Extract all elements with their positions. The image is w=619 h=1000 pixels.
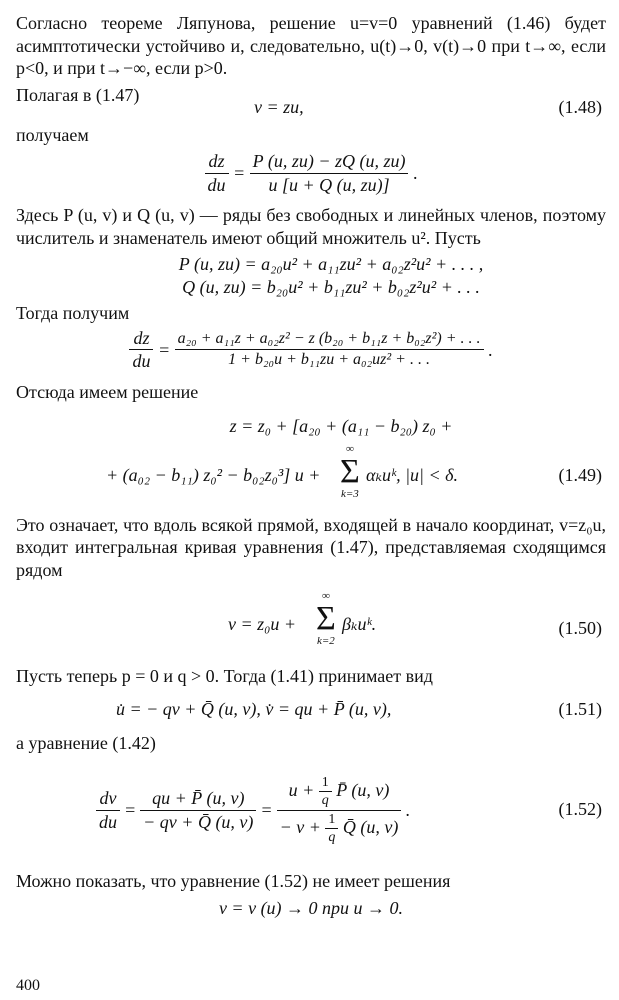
paragraph-then: Тогда получим	[16, 303, 130, 323]
series-Q: Q (u, zu) = b₂₀u² + b₁₁zu² + b₀₂z²u² + . . .	[182, 276, 480, 297]
fraction-numerator	[277, 774, 402, 810]
equation-1-51: u̇ = − qv + Q̄ (u, v), v̇ = qu + P̄ (u, v),	[116, 698, 392, 719]
equation-number-1-48: (1.48)	[558, 96, 602, 117]
paragraph-lyapunov: Согласно теореме Ляпунова, решение u=v=0 уравнений (1.46) будет асимптотически устойчиво и, следовательно, u(t)→0, v(t)→0 при t→∞, если p<0, и при t→−∞, если p>0.	[16, 13, 606, 78]
numerator-part: P̄ (u, v)	[336, 779, 390, 800]
fraction-series	[175, 329, 484, 370]
numerator-part: u +	[288, 779, 315, 800]
fraction-dz-du	[205, 150, 229, 196]
paragraph-obtain: получаем	[16, 124, 89, 145]
fraction-dv-du	[96, 787, 120, 833]
paragraph-let-p-zero: Пусть теперь p = 0 и q > 0. Тогда (1.41) принимает вид	[16, 666, 433, 686]
equation-dz-du-series: $\frac{dz}{du}$ = $\frac{\text{a₂₀ + a₁₁z + a₀₂z² − z (b₂₀ + b₁₁z + b₀₂z²) + . . .}}{\text{1 + b₂₀u + b₁₁zu + a₀₂uz² + . . .}}$ .	[16, 327, 606, 373]
fraction-denominator	[277, 810, 402, 847]
page-body	[16, 8, 606, 919]
sum-upper-limit: ∞	[321, 590, 330, 602]
sigma-icon: Σ	[340, 452, 360, 490]
fraction-main	[250, 150, 409, 196]
final-equation: v = v (u) → 0 при u → 0.	[218, 897, 404, 918]
fraction-denominator: − qv + Q̄ (u, v)	[140, 810, 256, 834]
small-fraction	[325, 811, 338, 847]
equation-1-52-row: $\frac{dv}{du}$ = $\frac{qu + P̄ (u, v)}{- qv + Q̄ (u, v)}$ = u + $\frac{1}{q}$ P̄ (u, v) − v + $\frac{1}{q}$ Q̄ (u, v) . (1.52)	[16, 760, 606, 860]
equation-number-1-49: (1.49)	[558, 464, 602, 485]
fraction-denominator: du	[129, 349, 153, 373]
equation-1-50-tail: βₖuᵏ.	[342, 614, 377, 634]
denominator-part: − v +	[279, 816, 321, 837]
fraction-numerator: P (u, zu) − zQ (u, zu)	[252, 151, 406, 171]
fraction-denominator: du	[96, 810, 120, 834]
paragraph-can-show: Можно показать, что уравнение (1.52) не имеет решения	[16, 871, 451, 891]
equation-number-1-50: (1.50)	[558, 618, 602, 638]
equation-1-51-row	[16, 696, 606, 724]
equation-dz-du: $\frac{dz}{du}$ = $\frac{P (u, zu) - zQ (u, zu)}{u [u + Q (u, zu)]}$ .	[16, 150, 606, 196]
series-P: P (u, zu) = a₂₀u² + a₁₁zu² + a₀₂z²u² + . . . ,	[178, 254, 484, 274]
equation-1-49-row	[16, 444, 606, 504]
fraction-numerator: qu + P̄ (u, v)	[152, 788, 245, 808]
paragraph-solution: Отсюда имеем решение	[16, 381, 199, 402]
fraction-denominator: u [u + Q (u, zu)]	[250, 173, 409, 197]
paragraph-meaning: Это означает, что вдоль всякой прямой, входящей в начало координат, v=z₀u, входит интегральная кривая уравнения (1.47), представляемая сходящимся рядом	[16, 514, 606, 580]
fraction-middle	[140, 787, 256, 833]
fraction-right	[277, 774, 402, 847]
paragraph-series-intro: Здесь P (u, v) и Q (u, v) — ряды без свободных и линейных членов, поэтому числитель и знаменатель имеют общий множитель u². Пусть	[16, 205, 606, 248]
small-fraction-numerator: 1	[321, 774, 329, 790]
sigma-icon: Σ	[316, 600, 336, 637]
equation-1-50-row	[16, 589, 606, 655]
sum-lower-limit: k=2	[316, 635, 335, 647]
equation-number-1-51: (1.51)	[558, 698, 602, 719]
paragraph-lead: Полагая в (1.47)	[16, 84, 140, 105]
equation-1-48-row	[16, 84, 606, 117]
sum-lower-limit: k=3	[340, 487, 359, 500]
sum-symbol-1-49	[340, 444, 360, 500]
small-fraction-numerator: 1	[328, 811, 336, 827]
fraction-denominator: du	[205, 173, 229, 197]
sum-upper-limit: ∞	[345, 442, 354, 455]
paragraph-and-equation: а уравнение (1.42)	[16, 732, 156, 753]
denominator-part: Q̄ (u, v)	[342, 816, 399, 837]
sum-symbol-1-50	[316, 591, 336, 647]
page-number: 400	[16, 977, 40, 994]
series-block	[56, 253, 606, 298]
small-fraction-denominator: q	[325, 828, 338, 847]
equation-number-1-52: (1.52)	[558, 799, 602, 819]
solution-line-1: z = z₀ + [a₂₀ + (a₁₁ − b₂₀) z₀ +	[229, 416, 453, 436]
fraction-dz-du-2	[129, 327, 153, 373]
small-fraction	[319, 774, 332, 810]
solution-line-2-tail: αₖuᵏ, |u| < δ.	[366, 464, 458, 485]
solution-line-2: + (a₀₂ − b₁₁) z₀² − b₀₂z₀³] u +	[106, 464, 321, 485]
equation-1-48: v = zu,	[254, 96, 304, 117]
small-fraction-denominator: q	[319, 791, 332, 810]
fraction-numerator: dz	[208, 151, 225, 171]
fraction-numerator: a₂₀ + a₁₁z + a₀₂z² − z (b₂₀ + b₁₁z + b₀₂z²) + . . .	[177, 330, 481, 347]
fraction-numerator: dz	[133, 327, 150, 348]
equation-1-50-lhs: v = z₀u +	[228, 614, 297, 634]
fraction-numerator: dv	[99, 788, 117, 808]
fraction-denominator: 1 + b₂₀u + b₁₁zu + a₀₂uz² + . . .	[175, 349, 484, 370]
